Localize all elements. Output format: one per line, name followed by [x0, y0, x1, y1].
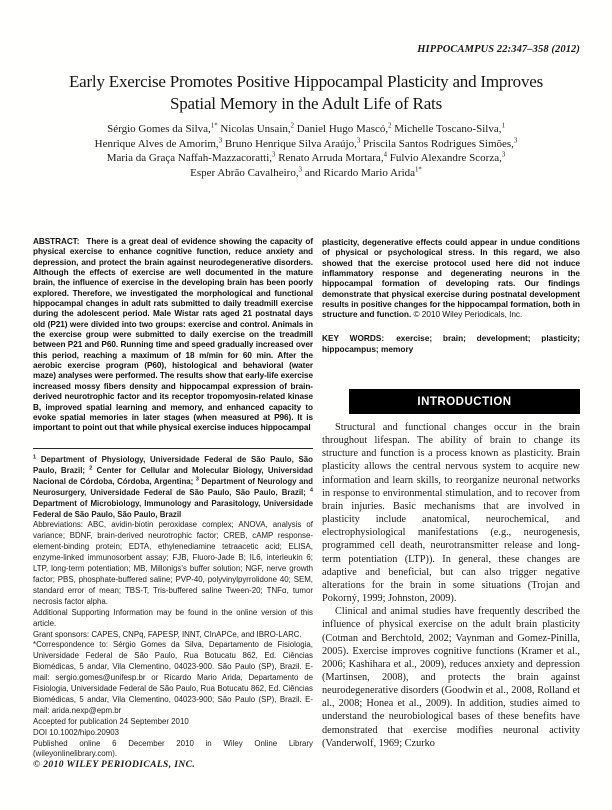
- introduction-heading-text: INTRODUCTION: [417, 395, 512, 408]
- introduction-body: [322, 421, 580, 750]
- abstract-paragraph: [33, 237, 313, 434]
- left-column: [33, 237, 313, 434]
- abstract-copyright-note: © 2010 Wiley Periodicals, Inc.: [411, 309, 523, 320]
- intro-paragraph: Clinical and animal studies have frequently described the influence of physical exercise on the adult brain plasticity (Cotman and Berchtold, 2002; Vaynman and Gomez-Pinilla, 2005). Exercise improves cognitive functions (Kramer et al., 2006; Kashihara et al., 2009), reduces anxiety and depression (Martinsen, 2008), and protects the brain against neurodegenerative disorders (Goodwin et al., 2008, Rolland et al., 2008; Honea et al., 2009). In addition, studies aimed to understand the neurobiological bases of these benefits have demonstrated that exercise modifies neuronal activity (Vanderwolf, 1969; Czurko: [322, 606, 580, 749]
- paper-title-line-2: Spatial Memory in the Adult Life of Rats: [170, 94, 442, 113]
- author-line: Henrique Alves de Amorim,$^3$ Bruno Henrique Silva Araújo,$^3$ Priscila Santos Rodrigues Simões,$^3$: [94, 136, 518, 150]
- keywords-text: exercise; brain; development; plasticity; hippocampus; memory: [322, 332, 580, 355]
- abstract-text-col1: There is a great deal of evidence showing the capacity of physical exercise to enhance cognitive function, reduce anxiety and depression, and protect the brain against neurodegenerative disorders. Although the effects of exercise are well documented in the mature brain, the influence of exercise in the developing brain has been poorly explored. Therefore, we investigated the morphological and functional hippocampal changes in adult rats submitted to daily treadmill exercise during the adolescent period. Male Wistar rats aged 21 postnatal days old (P21) were divided into two groups: exercise and control. Animals in the exercise group were submitted to daily exercise on the treadmill between P21 and P60. Running time and speed gradually increased over this period, reaching a maximum of 18 m/min for 60 min. After the aerobic exercise program (P60), histological and behavioral (water maze) analyses were performed. The results show that early-life exercise increased mossy fibers density and hippocampal expression of brain-derived neurotrophic factor and its receptor tropomyosin-related kinase B, improved spatial learning and memory, and enhanced capacity to evoke spatial memories in later stages (when measured at P96). It is important to point out that while physical exercise induces hippocampal: [33, 237, 313, 433]
- footnote-paragraph: Published online 6 December 2010 in Wiley Online Library (wileyonlinelibrary.com).: [33, 738, 313, 759]
- footnotes-block: [33, 455, 313, 760]
- superscript: 2: [290, 122, 295, 130]
- footnote-paragraph: Abbreviations: ABC, avidin-biotin peroxidase complex; ANOVA, analysis of variance; BDNF, brain-derived neurotrophic factor; CREB, cAMP response-element-binding protein; EDTA, ethylenediamine tetraacetic acid; ELISA, enzyme-linked immunosorbent assay; FJB, Fluoro-Jade B; IL6, interleukin 6; LTP, long-term potentiation; MB, Millonigs's buffer solution; NGF, nerve growth factor; PBS, phosphate-buffered saline; PVP-40, polyvinylpyrrolidone 40; SEM, standard error of mean; TBS-T, Tris-buffered saline Tween-20; TNFα, tumor necrosis factor alpha.: [33, 520, 313, 606]
- superscript: 3: [501, 151, 506, 159]
- superscript: 1*: [210, 122, 218, 130]
- abstract-label: ABSTRACT:: [33, 237, 80, 246]
- journal-reference: HIPPOCAMPUS 22:347–358 (2012): [417, 44, 580, 55]
- author-line: Esper Abrão Cavalheiro,$^3$ and Ricardo Mario Arida$^{1*}$: [190, 166, 422, 179]
- superscript: 3: [195, 476, 199, 483]
- superscript: 4: [309, 487, 313, 494]
- superscript: 3: [218, 136, 223, 144]
- footnote-paragraph: Grant sponsors: CAPES, CNPq, FAPESP, INNT, CInAPCe, and IBRO-LARC.: [33, 629, 302, 639]
- intro-paragraph: Structural and functional changes occur in the brain throughout lifespan. The ability of brain to change its structure and function is a process known as plasticity. Brain plasticity allows the central nervous system to acquire new information and learn skills, to reorganize neuronal networks in response to environmental stimulation, and to recover from brain injuries. Basic mechanisms that are involved in plasticity include anatomical, neurochemical, and electrophysiological manifestations (e.g., neurogenesis, programmed cell death, neurotransmitter release and long-term potentiation (LTP)). In general, these changes are adaptive and beneficial, but can also trigger negative alterations for the brain in some situations (Trojan and Pokorný, 1999; Johnston, 2009).: [322, 422, 580, 605]
- footnote-notes: [33, 520, 313, 760]
- keywords-label: KEY WORDS:: [322, 332, 385, 343]
- superscript: 4: [383, 151, 387, 159]
- footnote-paragraph: Additional Supporting Information may be found in the online version of this article.: [33, 607, 313, 628]
- author-line: Sérgio Gomes da Silva,$^{1*}$ Nicolas Unsain,$^2$ Daniel Hugo Mascó,$^2$ Michelle Toscano-Silva,$^1$: [107, 122, 505, 135]
- abstract-continuation: [322, 237, 580, 320]
- author-line: Maria da Graça Naffah-Mazzacoratti,$^3$ Renato Arruda Mortara,$^4$ Fulvio Alexandre Scorza,$^3$: [106, 151, 506, 165]
- paper-title-line-1: Early Exercise Promotes Positive Hippocampal Plasticity and Improves: [68, 72, 544, 91]
- superscript: 3: [513, 136, 518, 144]
- right-column: [322, 237, 580, 356]
- publisher-copyright: © 2010 WILEY PERIODICALS, INC.: [33, 760, 196, 770]
- section-heading-introduction: [349, 389, 580, 414]
- footnote-paragraph: Accepted for publication 24 September 2010: [33, 716, 189, 726]
- superscript: 2: [89, 465, 93, 472]
- superscript: 2: [388, 122, 392, 130]
- footnote-paragraph: DOI 10.1002/hipo.20903: [33, 727, 119, 737]
- superscript: 3: [272, 151, 276, 159]
- affiliations: $^1$ Department of Physiology, Universidade Federal de São Paulo, São Paulo, Brazil; $^2$ Center for Cellular and Molecular Biology, Universidad Nacional de Córdoba, Córdoba, Argentina; $^3$ Department of Neurology and Neurosurgery, Universidade Federal de São Paulo, São Paulo, Brazil; $^4$ Department of Microbiology, Immunology and Parasitology, Universidade Federal de São Paulo, São Paulo, Brazil: [33, 454, 313, 519]
- footnote-divider: [33, 448, 313, 449]
- superscript: 3: [356, 136, 361, 144]
- abstract-text-col2: plasticity, degenerative effects could appear in undue conditions of physical or psychological stress. In this regard, we also showed that the exercise protocol used here did not induce inflammatory response and degenerating neurons in the hippocampal formation of developing rats. Our findings demonstrate that physical exercise during postnatal development results in positive changes for the hippocampal formation, both in structure and function.: [322, 237, 580, 320]
- superscript: 1: [33, 454, 37, 461]
- keywords-block: [322, 333, 580, 356]
- paper-title: [26, 71, 586, 115]
- superscript: 1: [501, 122, 505, 130]
- authors-block: [16, 122, 596, 180]
- superscript: 1*: [415, 166, 422, 174]
- superscript: 3: [298, 166, 302, 174]
- footnote-paragraph: *Correspondence to: Sérgio Gomes da Silva, Departamento de Fisiologia, Universidade Federal de São Paulo, Rua Botucatu 862, Ed. Ciências Biomédicas, 5 andar, Vila Clementino, 04023-900. São Paulo (SP), Brazil. E-mail: sergio.gomes@unifesp.br or Ricardo Mario Arida, Departamento de Fisiologia, Universidade Federal de São Paulo, Rua Botucatu 862, Ed. Ciências Biomédicas, 5 andar, Vila Clementino, 04023-900; São Paulo (SP), Brazil. E-mail: arida.nexp@epm.br: [33, 640, 313, 715]
